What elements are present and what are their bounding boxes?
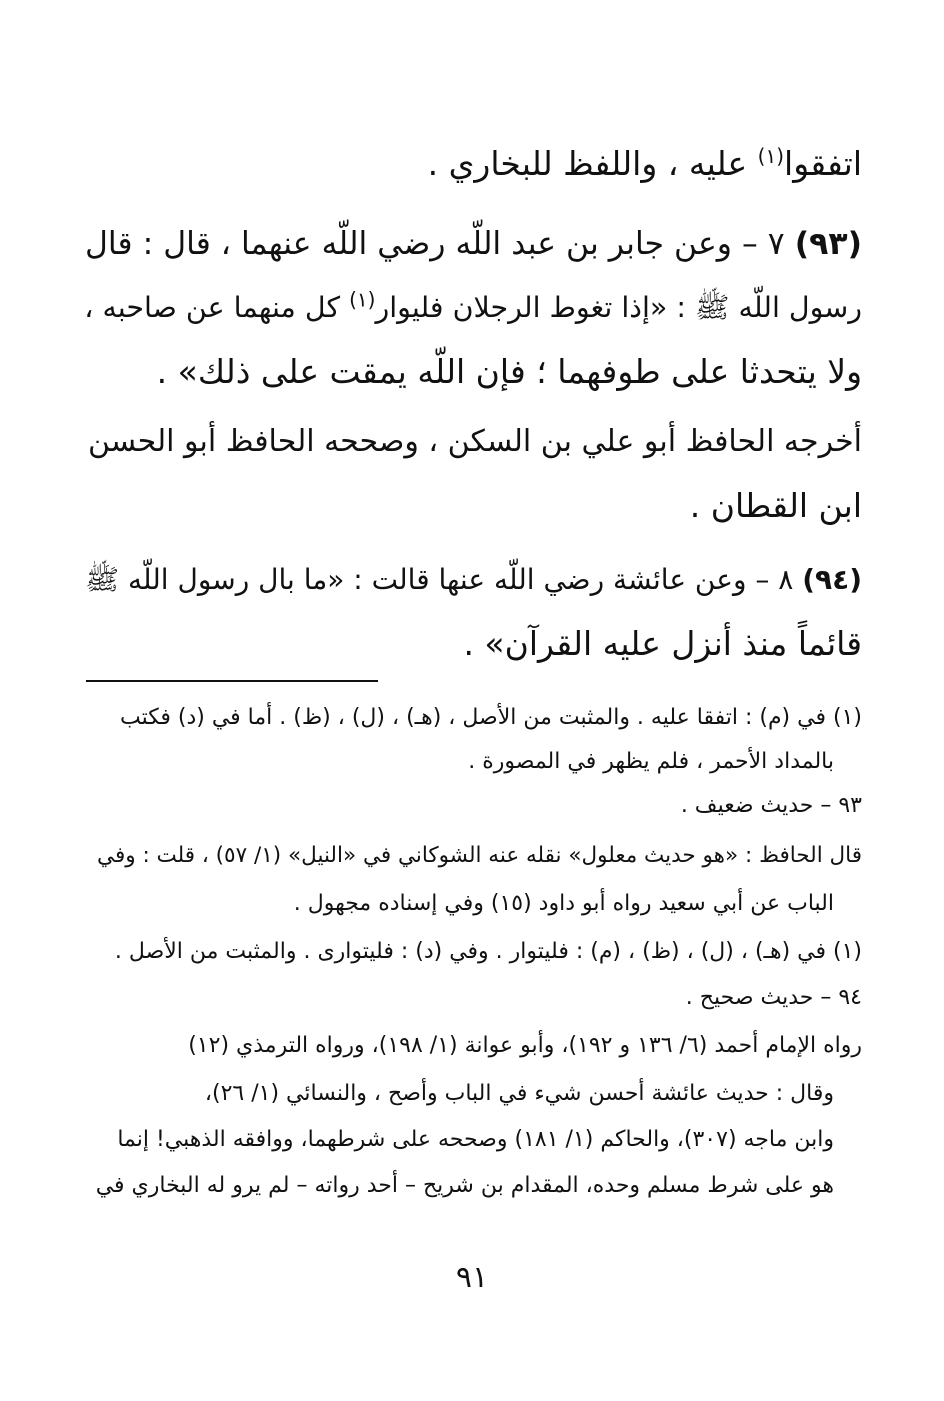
hadith-94-heading <box>84 558 862 602</box>
hadith-number: (٩٣) <box>794 226 862 262</box>
text-line <box>428 142 862 186</box>
text-span: اتفقوا <box>784 144 862 183</box>
footnote-line: قال الحافظ : «هو حديث معلول» نقله عنه الشوكاني في «النيل» (١/ ٥٧) ، قلت : وفي <box>97 843 862 868</box>
footnote-line: بالمداد الأحمر ، فلم يظهر في المصورة . <box>468 749 834 774</box>
text-line: ولا يتحدثا على طوفهما ؛ فإن اللّه يمقت على ذلك» . <box>156 352 862 391</box>
text-line: قائماً منذ أنزل عليه القرآن» . <box>463 624 862 663</box>
footnote-line: هو على شرط مسلم وحده، المقدام بن شريح – أحد رواته – لم يرو له البخاري في <box>95 1173 834 1198</box>
footnote-line: وقال : حديث عائشة أحسن شيء في الباب وأصح ، والنسائي (١/ ٢٦)، <box>204 1081 834 1106</box>
takhrij-line: أخرجه الحافظ أبو علي بن السكن ، وصححه الحافظ أبو الحسن <box>88 424 862 459</box>
page-number: ٩١ <box>455 1260 489 1295</box>
hadith-number: (٩٤) <box>802 563 862 596</box>
text-span: رسول اللّه ﷺ : «إذا تغوط الرجلان فليوار <box>375 291 862 324</box>
footnote-marker: (١) <box>757 144 785 168</box>
text-span: ٨ – وعن عائشة رضي اللّه عنها قالت : «ما بال رسول اللّه ﷺ <box>85 563 794 596</box>
footnote-line: الباب عن أبي سعيد رواه أبو داود (١٥) وفي إسناده مجهول . <box>293 891 834 916</box>
hadith-93-heading <box>84 222 862 266</box>
footnote-line: (١) في (م) : اتفقا عليه . والمثبت من الأصل ، (هـ) ، (ل) ، (ظ) . أما في (د) فكتب <box>119 705 862 730</box>
footnote-line: (١) في (هـ) ، (ل) ، (ظ) ، (م) : فليتوار . وفي (د) : فليتوارى . والمثبت من الأصل . <box>114 939 862 964</box>
footnote-separator <box>86 680 378 682</box>
text-span: ٧ – وعن جابر بن عبد اللّه رضي اللّه عنهما ، قال : قال <box>85 226 785 262</box>
text-line <box>84 286 862 330</box>
text-span: كل منهما عن صاحبه ، <box>84 291 341 324</box>
footnote-line: وابن ماجه (٣٠٧)، والحاكم (١/ ١٨١) وصححه على شرطهما، ووافقه الذهبي! إنما <box>117 1127 834 1152</box>
hadith-grade: ٩٣ – حديث ضعيف . <box>680 793 862 818</box>
footnote-line: رواه الإمام أحمد (٦/ ١٣٦ و ١٩٢)، وأبو عوانة (١/ ١٩٨)، ورواه الترمذي (١٢) <box>188 1033 862 1058</box>
hadith-grade: ٩٤ – حديث صحيح . <box>685 985 862 1010</box>
takhrij-line: ابن القطان . <box>689 486 862 525</box>
text-span: عليه ، واللفظ للبخاري . <box>427 144 748 183</box>
footnote-marker: (١) <box>349 287 376 312</box>
